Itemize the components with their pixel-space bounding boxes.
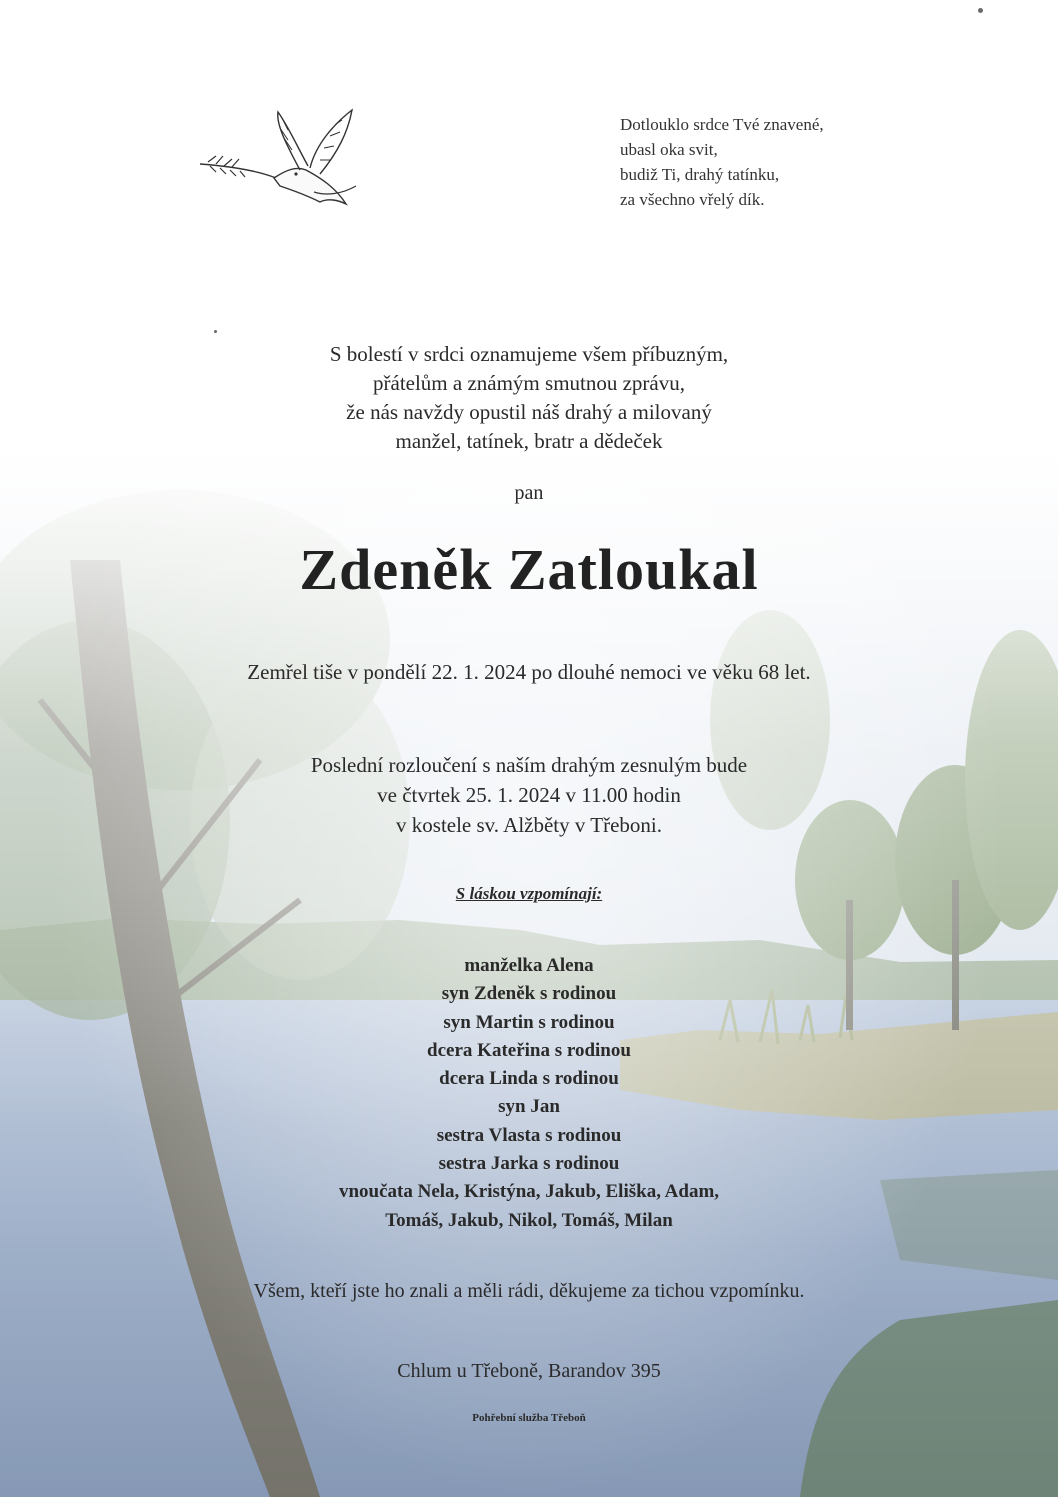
farewell-line: Poslední rozloučení s naším drahým zesnulým bude bbox=[310, 753, 748, 777]
intro-line: S bolestí v srdci oznamujeme všem příbuzným, bbox=[329, 342, 729, 366]
poem-line: budiž Ti, drahý tatínku, bbox=[620, 165, 780, 184]
family-member: syn Jan bbox=[498, 1096, 560, 1118]
family-list bbox=[0, 952, 1058, 1235]
announcement-intro bbox=[0, 340, 1058, 456]
farewell-line: ve čtvrtek 25. 1. 2024 v 11.00 hodin bbox=[377, 783, 681, 807]
family-member: vnoučata Nela, Kristýna, Jakub, Eliška, Adam, bbox=[338, 1181, 720, 1203]
family-member: syn Martin s rodinou bbox=[443, 1011, 615, 1033]
scan-speck bbox=[978, 8, 983, 13]
farewell-details bbox=[0, 750, 1058, 840]
intro-line: manžel, tatínek, bratr a dědeček bbox=[395, 429, 663, 453]
family-member: syn Zdeněk s rodinou bbox=[441, 983, 617, 1005]
intro-line: že nás navždy opustil náš drahý a milovaný bbox=[346, 400, 712, 424]
thanks-note: Všem, kteří jste ho znali a měli rádi, děkujeme za tichou vzpomínku. bbox=[253, 1280, 805, 1302]
intro-line: přátelům a známým smutnou zprávu, bbox=[373, 371, 685, 395]
remembrance-heading: S láskou vzpomínají: bbox=[455, 884, 603, 903]
family-member: sestra Jarka s rodinou bbox=[438, 1153, 620, 1175]
dove-icon bbox=[196, 104, 371, 216]
poem-line: za všechno vřelý dík. bbox=[620, 190, 765, 209]
family-member: dcera Linda s rodinou bbox=[439, 1068, 619, 1090]
poem-line: ubasl oka svit, bbox=[620, 140, 718, 159]
family-member: dcera Kateřina s rodinou bbox=[427, 1039, 631, 1061]
funeral-service-credit: Pohřební služba Třeboň bbox=[472, 1412, 586, 1424]
deceased-name: Zdeněk Zatloukal bbox=[299, 537, 759, 602]
family-member: Tomáš, Jakub, Nikol, Tomáš, Milan bbox=[385, 1209, 673, 1231]
death-notice: Zemřel tiše v pondělí 22. 1. 2024 po dlouhé nemoci ve věku 68 let. bbox=[247, 660, 811, 684]
scan-speck bbox=[214, 330, 217, 333]
honorific: pan bbox=[514, 482, 544, 504]
family-member: sestra Vlasta s rodinou bbox=[436, 1124, 622, 1146]
farewell-line: v kostele sv. Alžběty v Třeboni. bbox=[396, 813, 662, 837]
poem-line: Dotlouklo srdce Tvé znavené, bbox=[620, 115, 824, 134]
family-address: Chlum u Třeboně, Barandov 395 bbox=[397, 1360, 661, 1382]
poem bbox=[620, 112, 824, 212]
family-member: manželka Alena bbox=[464, 955, 594, 976]
